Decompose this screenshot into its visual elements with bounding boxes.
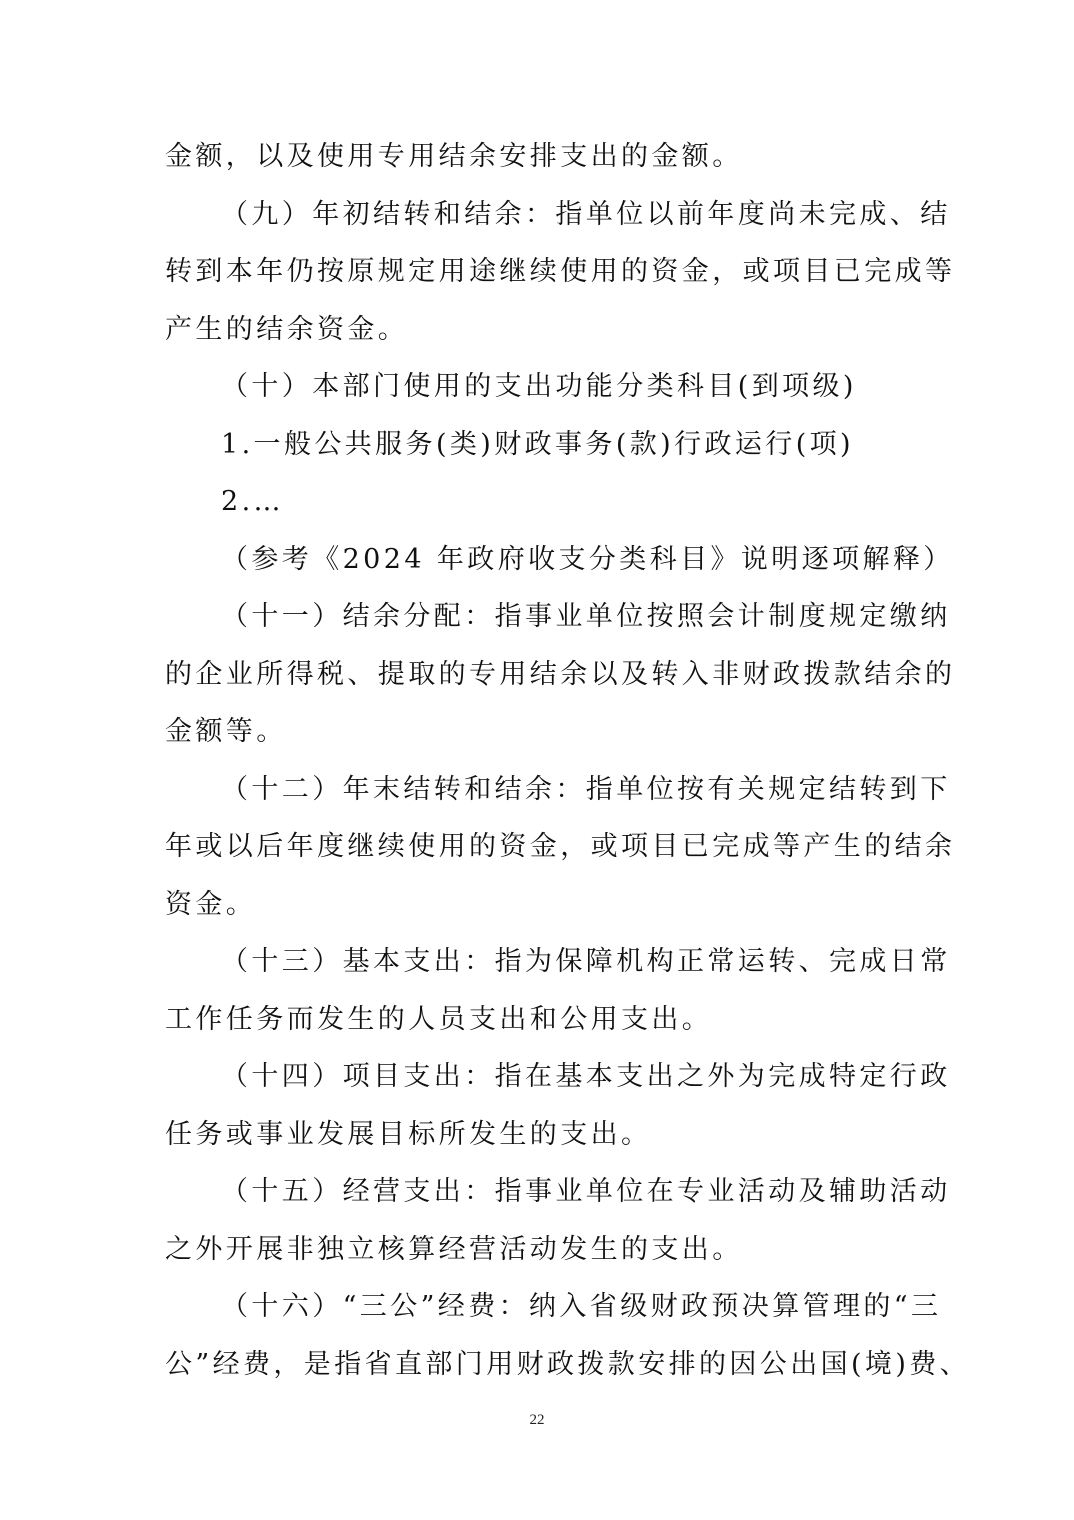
text-line: （十六）“三公”经费：纳入省级财政预决算管理的“三	[221, 1291, 942, 1322]
text-lines	[165, 128, 971, 1393]
text-line: 公”经费，是指省直部门用财政拨款安排的因公出国(境)费、	[165, 1348, 971, 1380]
text-line: （十一）结余分配：指事业单位按照会计制度规定缴纳	[221, 601, 951, 632]
text-line: 年或以后年度继续使用的资金，或项目已完成等产生的结余	[165, 831, 956, 862]
page-number: 22	[529, 1412, 545, 1428]
text-line: 金额，以及使用专用结余安排支出的金额。	[165, 141, 743, 172]
text-line: （十四）项目支出：指在基本支出之外为完成特定行政	[221, 1061, 951, 1092]
text-line: （九）年初结转和结余：指单位以前年度尚未完成、结	[221, 198, 951, 230]
text-line: 产生的结余资金。	[165, 313, 409, 345]
text-line: 之外开展非独立核算经营活动发生的支出。	[165, 1233, 743, 1265]
text-line: （十）本部门使用的支出功能分类科目(到项级)	[221, 371, 857, 402]
text-line: 1.一般公共服务(类)财政事务(款)行政运行(项)	[221, 428, 854, 460]
text-line: （十五）经营支出：指事业单位在专业活动及辅助活动	[221, 1176, 951, 1207]
text-line: 的企业所得税、提取的专用结余以及转入非财政拨款结余的	[165, 658, 956, 690]
text-line: （参考《2024 年政府收支分类科目》说明逐项解释）	[221, 543, 954, 575]
text-line: （十三）基本支出：指为保障机构正常运转、完成日常	[221, 946, 951, 977]
text-line: （十二）年末结转和结余：指单位按有关规定结转到下	[221, 773, 951, 805]
body-text	[165, 128, 971, 1393]
text-line: 金额等。	[165, 716, 287, 747]
text-line: 2.…	[221, 486, 284, 517]
text-line: 转到本年仍按原规定用途继续使用的资金，或项目已完成等	[165, 256, 956, 287]
text-line: 任务或事业发展目标所发生的支出。	[165, 1118, 652, 1150]
text-line: 工作任务而发生的人员支出和公用支出。	[165, 1003, 713, 1035]
text-line: 资金。	[165, 888, 257, 920]
